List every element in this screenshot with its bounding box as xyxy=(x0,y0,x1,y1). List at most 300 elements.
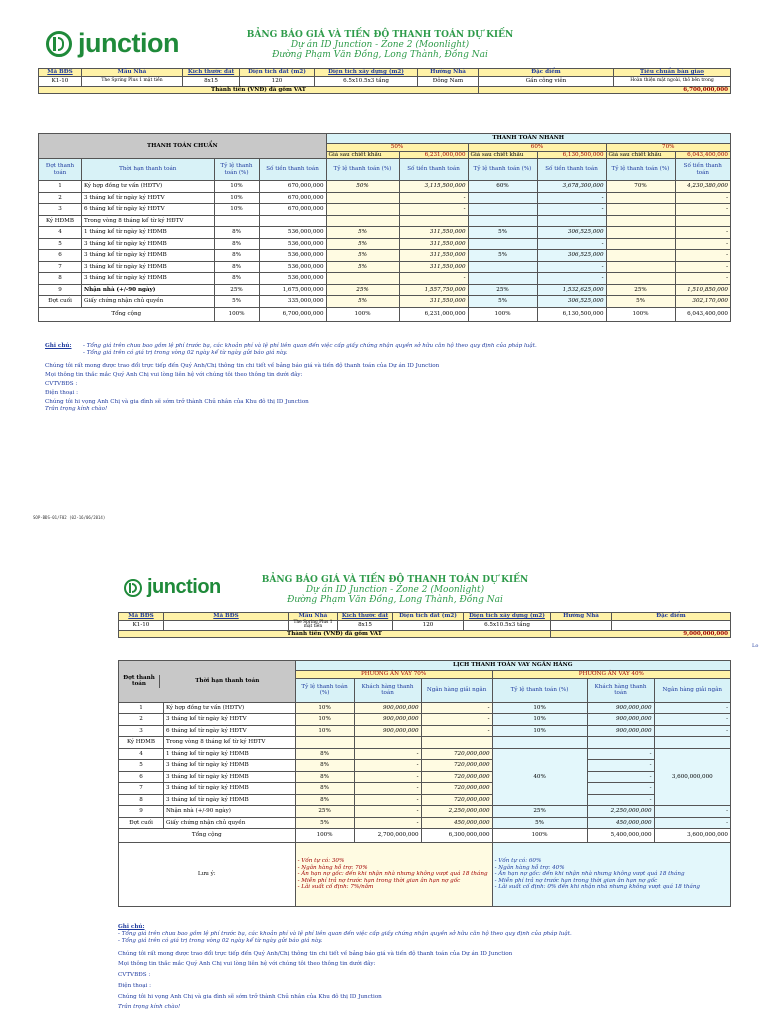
table-cell: - xyxy=(537,261,606,273)
table-cell: 302,170,000 xyxy=(675,296,730,308)
info-header: Mẫu Nhà xyxy=(289,613,338,621)
luu-y-line: - Miễn phí trả nợ trước hạn trong thời gian ân hạn nợ gốc xyxy=(494,877,658,884)
table-cell: 3,678,300,000 xyxy=(537,181,606,193)
table-cell xyxy=(606,227,675,239)
sum-label: Tổng cộng xyxy=(39,307,215,321)
table-cell: Ký HĐMB xyxy=(119,737,164,749)
table-cell: - xyxy=(675,250,730,262)
table-cell: 3 tháng kể từ ngày ký HĐMB xyxy=(82,238,208,250)
info-cell xyxy=(164,620,289,630)
table-cell: 311,550,000 xyxy=(399,296,468,308)
col-header-bank: Ngân hàng giải ngân xyxy=(654,678,730,702)
info-cell: Gần công viên xyxy=(479,76,614,86)
plan-70-header: 70% xyxy=(606,144,730,152)
table-cell: Trong vòng 8 tháng kể từ ký HĐTV xyxy=(164,737,296,749)
table-cell: - xyxy=(354,783,421,795)
table-cell: 10% xyxy=(492,725,587,737)
closing-line: Chúng tôi hi vọng Anh Chị và gia đình sẽ sớm trở thành Chủ nhân của Khu đô thị ID Junction xyxy=(118,994,382,1000)
total-label: Thành tiền (VNĐ) đã gồm VAT xyxy=(39,86,479,94)
table-row xyxy=(39,204,731,216)
total-value: 9,000,000,000 xyxy=(551,630,731,638)
table-cell: 10% xyxy=(214,204,259,216)
sum-cell: 6,300,000,000 xyxy=(421,829,492,843)
table-row xyxy=(119,725,731,737)
table-cell: 1,675,000,000 xyxy=(259,284,326,296)
table-row xyxy=(119,794,731,806)
col-header-amount-60: Số tiền thanh toán xyxy=(537,159,606,181)
table-cell: 10% xyxy=(214,181,259,193)
table-cell: 3 tháng kể từ ngày ký HĐTV xyxy=(164,714,296,726)
table-row xyxy=(119,771,731,783)
table-cell: - xyxy=(537,204,606,216)
table-cell xyxy=(354,737,421,749)
table-cell: - xyxy=(675,227,730,239)
standard-payment-header: THANH TOÁN CHUẨN xyxy=(39,134,327,159)
table-cell: Trong vòng 8 tháng kể từ ký HĐTV xyxy=(82,215,208,227)
table-cell: 6 tháng kể từ ngày ký HĐTV xyxy=(82,204,208,216)
luu-y-row xyxy=(119,843,731,907)
info-header-row xyxy=(39,69,731,77)
table-cell: Giấy chứng nhận chủ quyền xyxy=(82,296,208,308)
col-header-cust: Khách hàng thanh toán xyxy=(354,678,421,702)
col-header-rate-50: Tỷ lệ thanh toán (%) xyxy=(326,159,399,181)
sum-row xyxy=(39,307,731,321)
info-header-ma-bds: Mã BĐS xyxy=(39,69,82,77)
table-cell: - xyxy=(587,794,654,806)
table-row xyxy=(39,284,731,296)
col-header-rate: Tỷ lệ thanh toán (%) xyxy=(492,678,587,702)
table-cell: 900,000,000 xyxy=(354,702,421,714)
table-cell: 3 tháng kể từ ngày ký HĐMB xyxy=(82,273,208,285)
table-cell: 3 tháng kể từ ngày ký HĐTV xyxy=(82,192,208,204)
sheet2-title-line2: Dự án ID Junction - Zone 2 (Moonlight) xyxy=(305,585,485,595)
table-cell xyxy=(326,192,399,204)
table-cell: - xyxy=(399,273,468,285)
col-header-rate: Tỷ lệ thanh toán (%) xyxy=(214,159,259,181)
table-row xyxy=(39,296,731,308)
table-cell: 25% xyxy=(295,806,354,818)
info-cell: K1-10 xyxy=(119,620,164,630)
table-cell xyxy=(421,737,492,749)
table-cell: 4,230,380,000 xyxy=(675,181,730,193)
table-cell: - xyxy=(354,817,421,829)
table-cell: 10% xyxy=(492,714,587,726)
table-cell: - xyxy=(654,714,730,726)
table-cell: 670,000,000 xyxy=(259,181,326,193)
fast-payment-header: THANH TOÁN NHANH xyxy=(326,134,730,144)
discount-label-70: Giá sau chiết khấu xyxy=(606,151,675,159)
table-cell: 900,000,000 xyxy=(354,714,421,726)
table-cell: - xyxy=(587,771,654,783)
sheet2-notes xyxy=(118,924,738,1011)
table-cell: 8% xyxy=(214,227,259,239)
sum-cell: 100% xyxy=(295,829,354,843)
info-cell: The Spring Plus 1 mặt tiền xyxy=(289,620,338,630)
table-cell: Đợt cuối xyxy=(39,296,82,308)
table-cell: 3 tháng kể từ ngày ký HĐMB xyxy=(82,261,208,273)
table-cell: - xyxy=(537,238,606,250)
sheet1-title-line2: Dự án ID Junction - Zone 2 (Moonlight) xyxy=(290,40,470,50)
table-cell xyxy=(295,737,354,749)
table-cell: 5% xyxy=(606,296,675,308)
closing-line: Điện thoại : xyxy=(118,983,151,989)
table-cell: 40% xyxy=(492,748,587,806)
info-cell: 120 xyxy=(393,620,464,630)
col-header-rate-60: Tỷ lệ thanh toán (%) xyxy=(468,159,537,181)
info-header-tieu-chuan: Tiêu chuẩn bàn giao xyxy=(614,69,731,77)
info-header-row xyxy=(119,613,731,621)
table-row xyxy=(39,273,731,285)
col-header-amount-50: Số tiền thanh toán xyxy=(399,159,468,181)
table-cell: 5% xyxy=(326,227,399,239)
table-cell: - xyxy=(587,760,654,772)
table-cell: Ký hợp đồng tư vấn (HĐTV) xyxy=(164,702,296,714)
table-row xyxy=(119,702,731,714)
table-cell: 3 xyxy=(119,725,164,737)
table-cell: 25% xyxy=(606,284,675,296)
table-cell: 900,000,000 xyxy=(587,702,654,714)
table-cell: - xyxy=(537,273,606,285)
table-cell: 3 tháng kể từ ngày ký HĐMB xyxy=(164,794,296,806)
sheet1-notes xyxy=(45,343,735,413)
table-cell: 536,000,000 xyxy=(259,250,326,262)
plan-40-header: PHƯƠNG ÁN VAY 40% xyxy=(492,671,730,679)
table-cell: - xyxy=(354,794,421,806)
brand-name: junction xyxy=(78,28,179,58)
info-header-dien-tich-dat: Diện tích đất (m2) xyxy=(240,69,315,77)
table-cell: 8% xyxy=(295,760,354,772)
table-cell: 1 xyxy=(119,702,164,714)
column-header-row xyxy=(39,159,731,181)
luu-y-line: - Vốn tự có: 30% xyxy=(297,858,345,865)
table-cell: 5% xyxy=(468,227,537,239)
notes-label: Ghi chú: xyxy=(118,924,145,930)
table-cell: 5% xyxy=(326,261,399,273)
col-header-time: Thời hạn thanh toán xyxy=(82,159,215,181)
table-cell: 450,000,000 xyxy=(587,817,654,829)
id-logo-icon xyxy=(124,579,142,597)
table-cell: 1,557,750,000 xyxy=(399,284,468,296)
table-cell: 720,000,000 xyxy=(421,783,492,795)
table-cell: 8% xyxy=(214,250,259,262)
table-cell: - xyxy=(675,238,730,250)
table-cell xyxy=(606,215,675,227)
table-cell xyxy=(654,737,730,749)
table-cell: 5% xyxy=(492,817,587,829)
info-cell: 8x15 xyxy=(183,76,240,86)
col-header-bank: Ngân hàng giải ngân xyxy=(421,678,492,702)
table-row xyxy=(119,737,731,749)
sum-cell: 100% xyxy=(214,307,259,321)
col-header-cust: Khách hàng thanh toán xyxy=(587,678,654,702)
table-cell xyxy=(606,261,675,273)
table-cell: 536,000,000 xyxy=(259,227,326,239)
info-cell: Hoàn thiện mặt ngoài, thô bên trong xyxy=(614,76,731,86)
col-header-time: Thời hạn thanh toán xyxy=(195,678,260,684)
table-row xyxy=(119,817,731,829)
info-header: Diện tích đất (m2) xyxy=(393,613,464,621)
table-cell: 5% xyxy=(295,817,354,829)
luu-y-line: - Ngân hàng hỗ trợ: 70% xyxy=(297,864,368,871)
col-header-dot: Đợt thanh toán xyxy=(39,159,82,181)
footer-code: SOP-BĐS-01/F02 (02-16/06/2014) xyxy=(33,515,106,520)
table-cell: 900,000,000 xyxy=(587,725,654,737)
table-cell xyxy=(468,215,537,227)
discount-label-50: Giá sau chiết khấu xyxy=(326,151,399,159)
table-cell: 8 xyxy=(119,794,164,806)
table-cell: 311,550,000 xyxy=(399,227,468,239)
table-cell: - xyxy=(354,748,421,760)
table-cell: 311,550,000 xyxy=(399,261,468,273)
table-row xyxy=(39,227,731,239)
table-cell: Đợt cuối xyxy=(119,817,164,829)
table-cell: - xyxy=(354,771,421,783)
discount-value-60: 6,130,500,000 xyxy=(537,151,606,159)
loan-header-left xyxy=(119,661,296,703)
table-row xyxy=(39,192,731,204)
sum-cell: 6,700,000,000 xyxy=(259,307,326,321)
sheet2-loan-table xyxy=(118,660,731,907)
table-row xyxy=(39,238,731,250)
table-cell: 1,510,850,000 xyxy=(675,284,730,296)
table-cell: Ký HĐMB xyxy=(39,215,82,227)
table-row xyxy=(39,250,731,262)
table-cell: 5% xyxy=(326,296,399,308)
table-row xyxy=(119,760,731,772)
info-header: Đặc điểm xyxy=(612,613,731,621)
luu-y-40 xyxy=(492,843,730,907)
table-cell: 8% xyxy=(295,748,354,760)
table-cell: 5% xyxy=(468,250,537,262)
total-row xyxy=(119,630,731,638)
info-header: Hướng Nhà xyxy=(551,613,612,621)
table-cell: 1 xyxy=(39,181,82,193)
table-cell xyxy=(537,215,606,227)
table-cell: 536,000,000 xyxy=(259,238,326,250)
table-cell: - xyxy=(587,748,654,760)
table-cell: 7 xyxy=(119,783,164,795)
info-cell: 8x15 xyxy=(338,620,393,630)
table-cell: - xyxy=(587,783,654,795)
luu-y-line: - Lãi suất cố định: 7%/năm xyxy=(297,884,374,891)
info-header: Diện tích xây dựng (m2) xyxy=(464,613,551,621)
table-cell xyxy=(606,250,675,262)
table-cell xyxy=(606,238,675,250)
info-cell: Đông Nam xyxy=(418,76,479,86)
total-value: 6,700,000,000 xyxy=(479,86,731,94)
table-cell: - xyxy=(654,817,730,829)
sheet2-info-table xyxy=(118,612,731,638)
table-cell: - xyxy=(354,806,421,818)
table-cell xyxy=(492,737,587,749)
table-cell xyxy=(468,192,537,204)
sheet1-title-line1: BẢNG BÁO GIÁ VÀ TIẾN ĐỘ THANH TOÁN DỰ KIẾN xyxy=(246,30,514,40)
table-cell: 9 xyxy=(119,806,164,818)
table-row xyxy=(119,783,731,795)
table-cell: - xyxy=(654,725,730,737)
col-header-rate: Tỷ lệ thanh toán (%) xyxy=(295,678,354,702)
table-cell: 900,000,000 xyxy=(587,714,654,726)
table-cell: 3 tháng kể từ ngày ký HĐMB xyxy=(164,771,296,783)
table-row xyxy=(119,714,731,726)
id-logo-icon xyxy=(46,31,72,57)
table-cell: 450,000,000 xyxy=(421,817,492,829)
table-cell: 8% xyxy=(295,794,354,806)
table-cell: 306,525,000 xyxy=(537,227,606,239)
plan-70-header: PHƯƠNG ÁN VAY 70% xyxy=(295,671,492,679)
table-cell xyxy=(468,261,537,273)
table-cell: 3,115,500,000 xyxy=(399,181,468,193)
table-cell: Nhận nhà (+/-90 ngày) xyxy=(164,806,296,818)
sheet1-payment-table xyxy=(38,133,731,322)
sum-cell: 6,130,500,000 xyxy=(537,307,606,321)
table-cell: 2 xyxy=(39,192,82,204)
table-cell: 670,000,000 xyxy=(259,192,326,204)
sheet2-title xyxy=(260,575,530,605)
table-cell xyxy=(675,215,730,227)
table-cell xyxy=(326,215,399,227)
closing-line: CVTVBĐS : xyxy=(118,972,151,978)
table-cell: 6 tháng kể từ ngày ký HĐTV xyxy=(164,725,296,737)
table-cell: 70% xyxy=(606,181,675,193)
luu-y-line: - Ân hạn nợ gốc: đến khi nhận nhà nhưng không vượt quá 18 tháng xyxy=(494,871,685,878)
table-cell: 50% xyxy=(326,181,399,193)
table-cell: 3,600,000,000 xyxy=(654,748,730,806)
info-cell: The Spring Plus 1 mặt tiền xyxy=(82,76,183,86)
table-cell: 306,525,000 xyxy=(537,296,606,308)
sum-label: Tổng cộng xyxy=(119,829,296,843)
sum-cell: 100% xyxy=(326,307,399,321)
luu-y-line: - Ngân hàng hỗ trợ: 40% xyxy=(494,864,565,871)
table-cell: 720,000,000 xyxy=(421,748,492,760)
closing-line: CVTVBĐS : xyxy=(45,381,78,387)
sum-row xyxy=(119,829,731,843)
loan-schedule-header: LỊCH THANH TOÁN VAY NGÂN HÀNG xyxy=(295,661,730,671)
sum-cell: 6,231,000,000 xyxy=(399,307,468,321)
table-cell xyxy=(606,204,675,216)
sheet1-title-line3: Đường Phạm Văn Đồng, Long Thành, Đồng Nai xyxy=(272,50,488,60)
table-cell: 720,000,000 xyxy=(421,771,492,783)
luu-y-line: - Ân hạn nợ gốc: đến khi nhận nhà nhưng không vượt quá 18 tháng xyxy=(297,871,488,878)
info-header-huong-nha: Hướng Nhà xyxy=(418,69,479,77)
sum-cell: 6,043,400,000 xyxy=(675,307,730,321)
table-cell: - xyxy=(675,261,730,273)
table-cell: 720,000,000 xyxy=(421,794,492,806)
sum-cell: 2,700,000,000 xyxy=(354,829,421,843)
luu-y-line: - Vốn tự có: 60% xyxy=(494,858,542,865)
info-header-dien-tich-xd: Diện tích xây dựng (m2) xyxy=(315,69,418,77)
sum-cell: 100% xyxy=(492,829,587,843)
table-cell: 10% xyxy=(492,702,587,714)
table-cell xyxy=(326,273,399,285)
table-cell: - xyxy=(537,192,606,204)
info-cell xyxy=(551,620,612,630)
note-line: - Tổng giá trên chưa bao gồm lệ phí trước bạ, các khoản phí và lệ phí liên quan đến việc cấp giấy chứng nhận quyền sở hữu căn hộ theo quy định của pháp luật. xyxy=(83,343,537,349)
table-cell: 1 tháng kể từ ngày ký HĐMB xyxy=(164,748,296,760)
col-header-amount-70: Số tiền thanh toán xyxy=(675,159,730,181)
brand-logo xyxy=(46,28,179,59)
closing-line: Mọi thông tin thắc mắc Quý Anh Chị vui lòng liên hệ với chúng tôi theo thông tin dưới đây: xyxy=(118,961,376,967)
table-cell: 900,000,000 xyxy=(354,725,421,737)
table-cell: 60% xyxy=(468,181,537,193)
closing-line: Điện thoại : xyxy=(45,390,78,396)
col-header-amount: Số tiền thanh toán xyxy=(259,159,326,181)
table-cell: 8 xyxy=(39,273,82,285)
table-row xyxy=(39,215,731,227)
table-cell: Nhận nhà (+/-90 ngày) xyxy=(82,284,208,296)
luu-y-70 xyxy=(295,843,492,907)
table-cell: 536,000,000 xyxy=(259,261,326,273)
table-cell: 5% xyxy=(468,296,537,308)
brand-logo-2 xyxy=(124,576,221,599)
table-cell: - xyxy=(421,725,492,737)
closing-line: Chúng tôi hi vọng Anh Chị và gia đình sẽ sớm trở thành Chủ nhân của Khu đô thị ID Junction xyxy=(45,399,309,405)
closing-line: Trân trọng kính chào! xyxy=(45,406,108,412)
table-cell: 1 tháng kể từ ngày ký HĐMB xyxy=(82,227,208,239)
total-label: Thành tiền (VNĐ) đã gồm VAT xyxy=(119,630,551,638)
info-cell xyxy=(612,620,731,630)
info-header-kich-thuoc: Kích thước đất xyxy=(183,69,240,77)
table-cell: 5% xyxy=(326,250,399,262)
table-cell xyxy=(587,737,654,749)
table-cell: 2,250,000,000 xyxy=(421,806,492,818)
total-row xyxy=(39,86,731,94)
table-cell: 10% xyxy=(295,702,354,714)
table-cell: 8% xyxy=(214,261,259,273)
table-cell xyxy=(606,273,675,285)
info-header: Mã BĐS xyxy=(164,613,289,621)
table-cell xyxy=(326,204,399,216)
info-header: Mã BĐS xyxy=(119,613,164,621)
table-cell xyxy=(468,273,537,285)
brand-name: junction xyxy=(147,576,221,598)
table-cell: 25% xyxy=(468,284,537,296)
note-line: - Tổng giá trên có giá trị trong vòng 02 ngày kể từ ngày gửi báo giá này. xyxy=(83,350,288,356)
info-cell: 6.5x10.5x3 tầng xyxy=(315,76,418,86)
table-cell: 5 xyxy=(39,238,82,250)
table-cell: 9 xyxy=(39,284,82,296)
table-cell xyxy=(606,192,675,204)
table-cell: - xyxy=(354,760,421,772)
table-cell: 2,250,000,000 xyxy=(587,806,654,818)
table-cell: - xyxy=(399,204,468,216)
table-cell xyxy=(468,238,537,250)
table-row xyxy=(39,181,731,193)
table-cell: - xyxy=(675,273,730,285)
table-cell: 8% xyxy=(295,771,354,783)
table-cell: 8% xyxy=(214,273,259,285)
table-cell: 10% xyxy=(295,725,354,737)
info-cell: K1-10 xyxy=(39,76,82,86)
table-cell: 670,000,000 xyxy=(259,204,326,216)
table-cell: - xyxy=(421,702,492,714)
table-cell: 720,000,000 xyxy=(421,760,492,772)
sheet2-title-line1: BẢNG BÁO GIÁ VÀ TIẾN ĐỘ THANH TOÁN DỰ KIẾN xyxy=(261,575,529,585)
table-cell: 8% xyxy=(214,238,259,250)
sum-cell: 3,600,000,000 xyxy=(654,829,730,843)
table-row xyxy=(119,806,731,818)
table-cell: 6 xyxy=(119,771,164,783)
closing-line: Mọi thông tin thắc mắc Quý Anh Chị vui lòng liên hệ với chúng tôi theo thông tin dưới đây: xyxy=(45,372,303,378)
table-row xyxy=(119,748,731,760)
luu-y-line: - Miễn phí trả nợ trước hạn trong thời gian ân hạn nợ gốc xyxy=(297,877,461,884)
closing-line: Chúng tôi rất mong được trao đổi trực tiếp đến Quý Anh/Chị thông tin chi tiết về bảng báo giá và tiến độ thanh toán của Dự án ID Junction xyxy=(118,951,513,957)
info-cell: 6.5x10.5x3 tầng xyxy=(464,620,551,630)
table-cell xyxy=(399,215,468,227)
discount-value-70: 6,043,400,000 xyxy=(675,151,730,159)
table-cell: 5% xyxy=(326,238,399,250)
table-row xyxy=(39,261,731,273)
